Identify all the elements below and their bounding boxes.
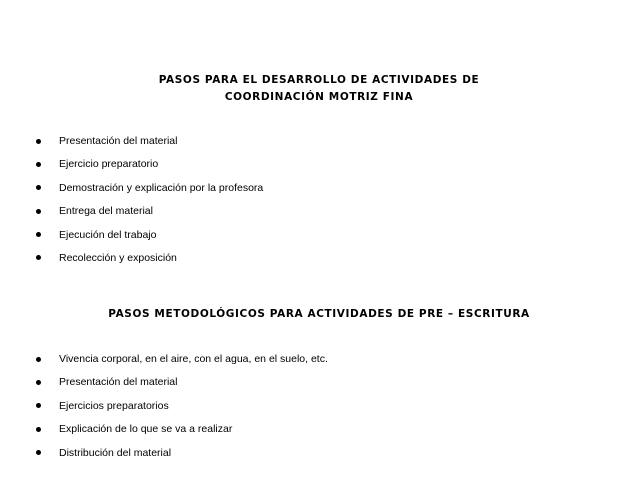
list-item [36,251,263,274]
section-1-heading-line-2: COORDINACIÓN MOTRIZ FINA [224,91,414,103]
list-item [36,228,263,251]
section-1-steps-list [36,134,263,274]
bullet-icon [36,139,41,144]
list-item [36,399,328,422]
section-1-heading-line-1: PASOS PARA EL DESARROLLO DE ACTIVIDADES DE [158,74,480,86]
section-2-steps-list [36,352,328,469]
list-item-text: Entrega del material [59,205,153,218]
bullet-icon [36,403,41,408]
list-item-text: Explicación de lo que se va a realizar [59,423,233,436]
bullet-icon [36,232,41,237]
list-item-text: Ejercicios preparatorios [59,399,169,412]
list-item [36,446,328,469]
section-1-heading [0,72,638,106]
list-item [36,422,328,445]
bullet-icon [36,450,41,455]
bullet-icon [36,380,41,385]
list-item [36,375,328,398]
list-item-text: Ejercicio preparatorio [59,158,159,171]
bullet-icon [36,255,41,260]
bullet-icon [36,357,41,362]
section-2-heading-line: PASOS METODOLÓGICOS PARA ACTIVIDADES DE PRE – ESCRITURA [108,308,530,320]
list-item-text: Ejecución del trabajo [59,228,157,241]
list-item [36,352,328,375]
list-item [36,181,263,204]
list-item-text: Presentación del material [59,376,178,389]
list-item-text: Demostración y explicación por la profesora [59,181,264,194]
list-item [36,157,263,180]
list-item-text: Distribución del material [59,446,172,459]
bullet-icon [36,185,41,190]
list-item-text: Recolección y exposición [59,251,177,264]
list-item-text: Presentación del material [59,135,178,147]
bullet-icon [36,209,41,214]
bullet-icon [36,162,41,167]
bullet-icon [36,427,41,432]
list-item [36,134,263,157]
list-item [36,204,263,227]
section-2-heading [0,306,638,323]
list-item-text: Vivencia corporal, en el aire, con el agua, en el suelo, etc. [59,353,328,365]
